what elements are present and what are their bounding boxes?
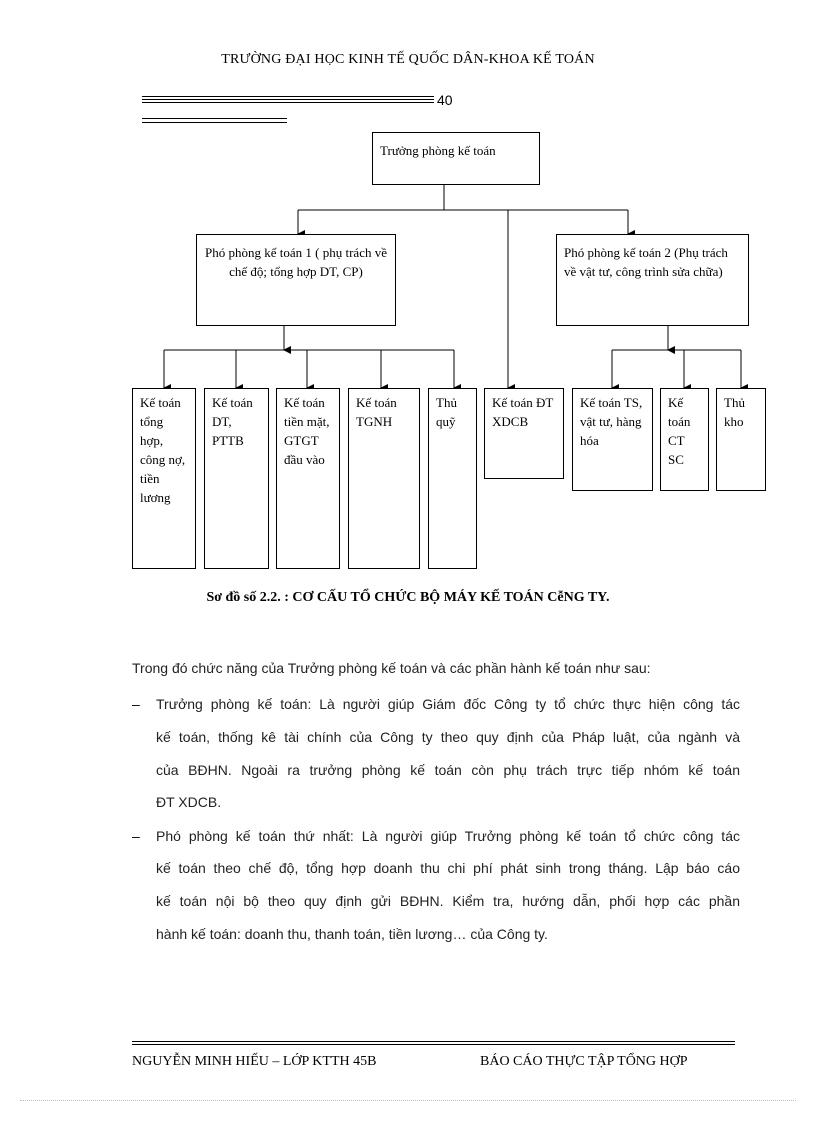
- bullet-1-line-4: ĐT XDCB.: [156, 794, 222, 810]
- header-title: TRƯỜNG ĐẠI HỌC KINH TẾ QUỐC DÂN-KHOA KẾ TOÁN: [221, 52, 595, 67]
- page-bottom-dotted-rule: [20, 1100, 796, 1101]
- org-node-deputy-1: Phó phòng kế toán 1 ( phụ trách về chế độ; tổng hợp DT, CP): [196, 234, 396, 326]
- org-node-root: Trưởng phòng kế toán: [372, 132, 540, 185]
- org-node-treasurer: Thủ quỹ: [428, 388, 477, 569]
- org-node-general-accounting: Kế toán tổng hợp, công nợ, tiền lương: [132, 388, 196, 569]
- org-node-bank-deposit-accounting: Kế toán TGNH: [348, 388, 420, 569]
- org-node-assets-materials: Kế toán TS, vật tư, hàng hóa: [572, 388, 653, 491]
- page-number: 40: [437, 92, 453, 108]
- bullet-dash-2: –: [132, 828, 140, 844]
- bullet-1-line-1: Trưởng phòng kế toán: Là người giúp Giám đốc Công ty tổ chức thực hiện công tác: [156, 696, 740, 712]
- bullet-2-line-4: hành kế toán: doanh thu, thanh toán, tiền lương… của Công ty.: [156, 926, 548, 942]
- footer-report-title: BÁO CÁO THỰC TẬP TỔNG HỢP: [480, 1054, 688, 1069]
- footer-rule-2: [132, 1044, 735, 1045]
- org-node-warehouse-keeper: Thủ kho: [716, 388, 766, 491]
- bullet-1-line-3: của BĐHN. Ngoài ra trưởng phòng kế toán còn phụ trách trực tiếp nhóm kế toán: [156, 762, 740, 778]
- footer-author: NGUYỄN MINH HIẾU – LỚP KTTH 45B: [132, 1054, 377, 1069]
- bullet-2-line-2: kế toán theo chế độ, tổng hợp doanh thu chi phí phát sinh trong tháng. Lập báo cáo: [156, 860, 740, 876]
- intro-paragraph: Trong đó chức năng của Trưởng phòng kế toán và các phần hành kế toán như sau:: [132, 660, 651, 676]
- bullet-2-line-1: Phó phòng kế toán thứ nhất: Là người giúp Trưởng phòng kế toán tổ chức công tác: [156, 828, 740, 844]
- org-node-deputy-2: Phó phòng kế toán 2 (Phụ trách về vật tư, công trình sửa chữa): [556, 234, 749, 326]
- bullet-1-line-2: kế toán, thống kê tài chính của Công ty theo quy định của Pháp luật, của ngành và: [156, 729, 740, 745]
- org-node-revenue-accounting: Kế toán DT, PTTB: [204, 388, 269, 569]
- footer-rule-1: [132, 1041, 735, 1042]
- bullet-2-line-3: kế toán nội bộ theo quy định gửi BĐHN. Kiểm tra, hướng dẫn, phối hợp các phần: [156, 893, 740, 909]
- diagram-caption: Sơ đồ số 2.2. : CƠ CẤU TỔ CHỨC BỘ MÁY KẾ TOÁN CễNG TY.: [206, 590, 610, 605]
- org-node-repair-works: Kế toán CT SC: [660, 388, 709, 491]
- bullet-dash-1: –: [132, 696, 140, 712]
- org-node-investment-construction: Kế toán ĐT XDCB: [484, 388, 564, 479]
- org-node-cash-accounting: Kế toán tiền mặt, GTGT đầu vào: [276, 388, 340, 569]
